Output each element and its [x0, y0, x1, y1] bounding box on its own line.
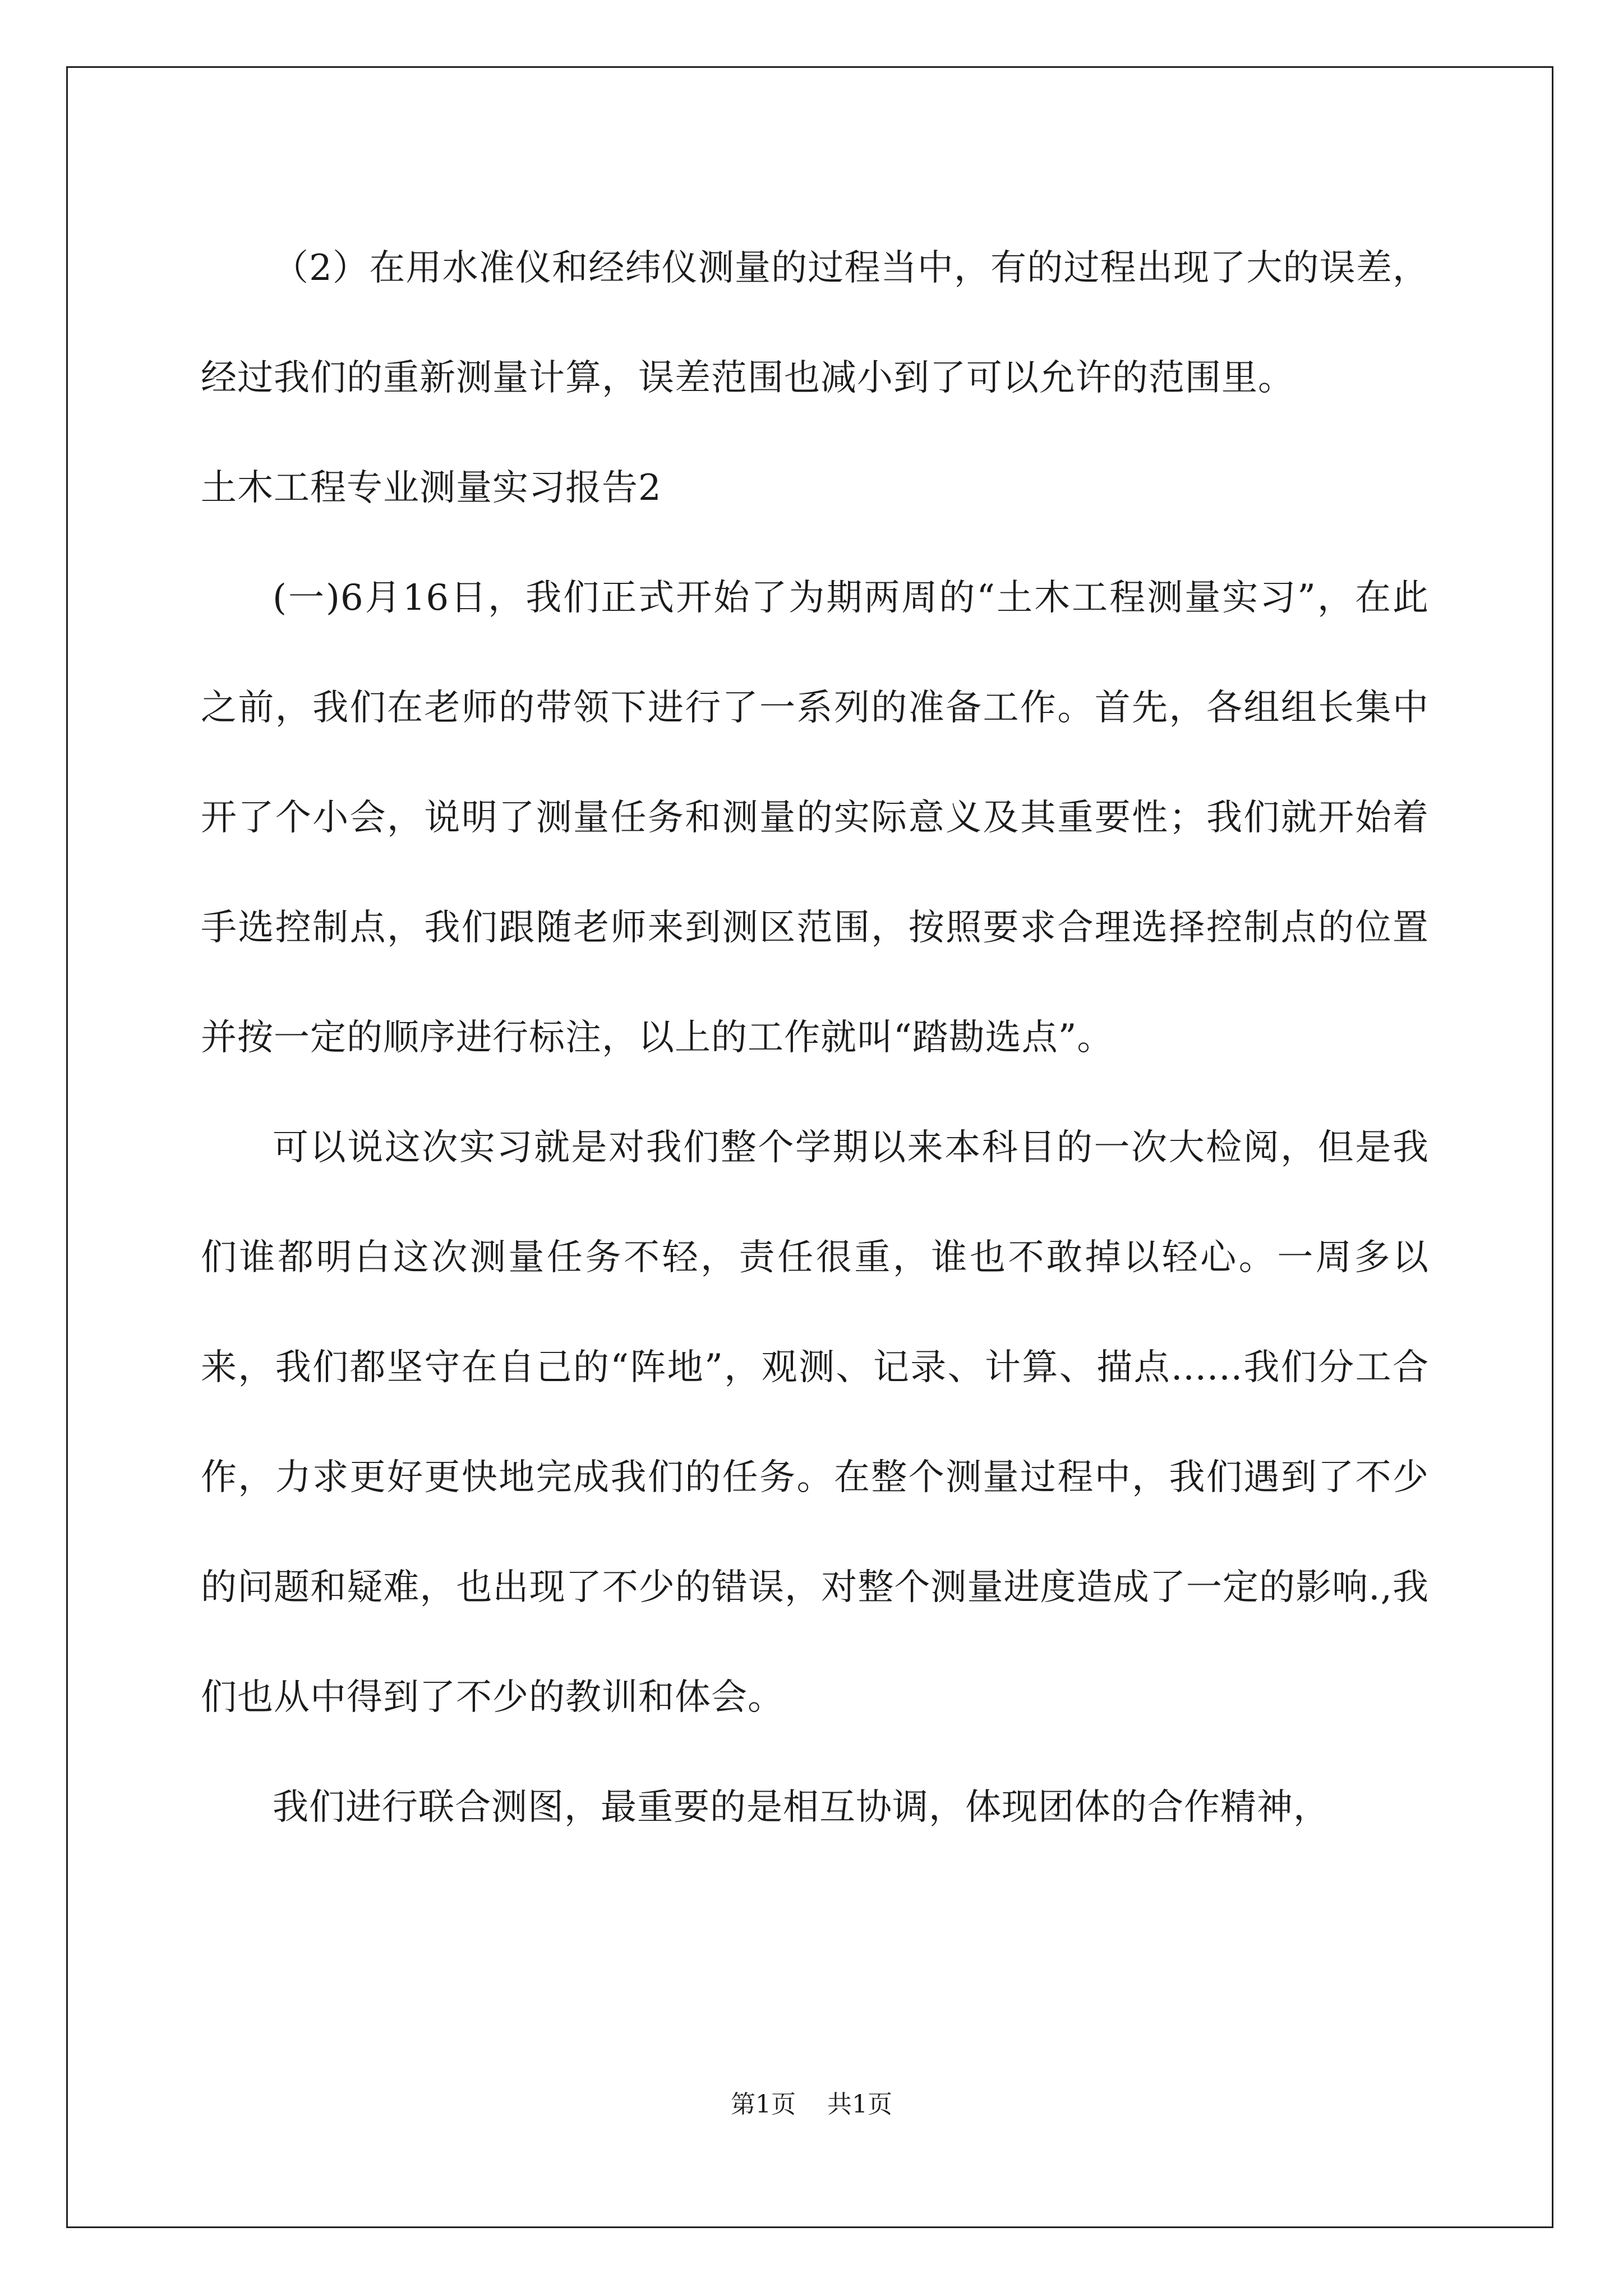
paragraph-measurement-error: （2）在用水准仪和经纬仪测量的过程当中，有的过程出现了大的误差，经过我们的重新测量计算，误差范围也减小到了可以允许的范围里。	[201, 247, 1429, 399]
paragraph-preparation: (一)6月16日，我们正式开始了为期两周的“土木工程测量实习”，在此之前，我们在老师的带领下进行了一系列的准备工作。首先，各组组长集中开了个小会，说明了测量任务和测量的实际意义及其重要性；我们就开始着手选控制点，我们跟随老师来到测区范围，按照要求合理选择控制点的位置并按一定的顺序进行标注，以上的工作就叫“踏勘选点”。	[201, 577, 1429, 1059]
page-number-current: 第1页	[731, 2090, 796, 2119]
paragraph-joint-mapping: 我们进行联合测图，最重要的是相互协调，体现团体的合作精神，	[273, 1787, 1330, 1828]
page-number-total: 共1页	[827, 2090, 892, 2119]
section-heading: 土木工程专业测量实习报告2	[201, 467, 662, 509]
document-body	[201, 213, 1429, 1862]
page-footer	[0, 2084, 1623, 2120]
paragraph-review: 可以说这次实习就是对我们整个学期以来本科目的一次大检阅，但是我们谁都明白这次测量任务不轻，责任很重，谁也不敢掉以轻心。一周多以来，我们都坚守在自己的“阵地”，观测、记录、计算、描点......我们分工合作，力求更好更快地完成我们的任务。在整个测量过程中，我们遇到了不少的问题和疑难，也出现了不少的错误，对整个测量进度造成了一定的影响.,我们也从中得到了不少的教训和体会。	[201, 1127, 1429, 1718]
